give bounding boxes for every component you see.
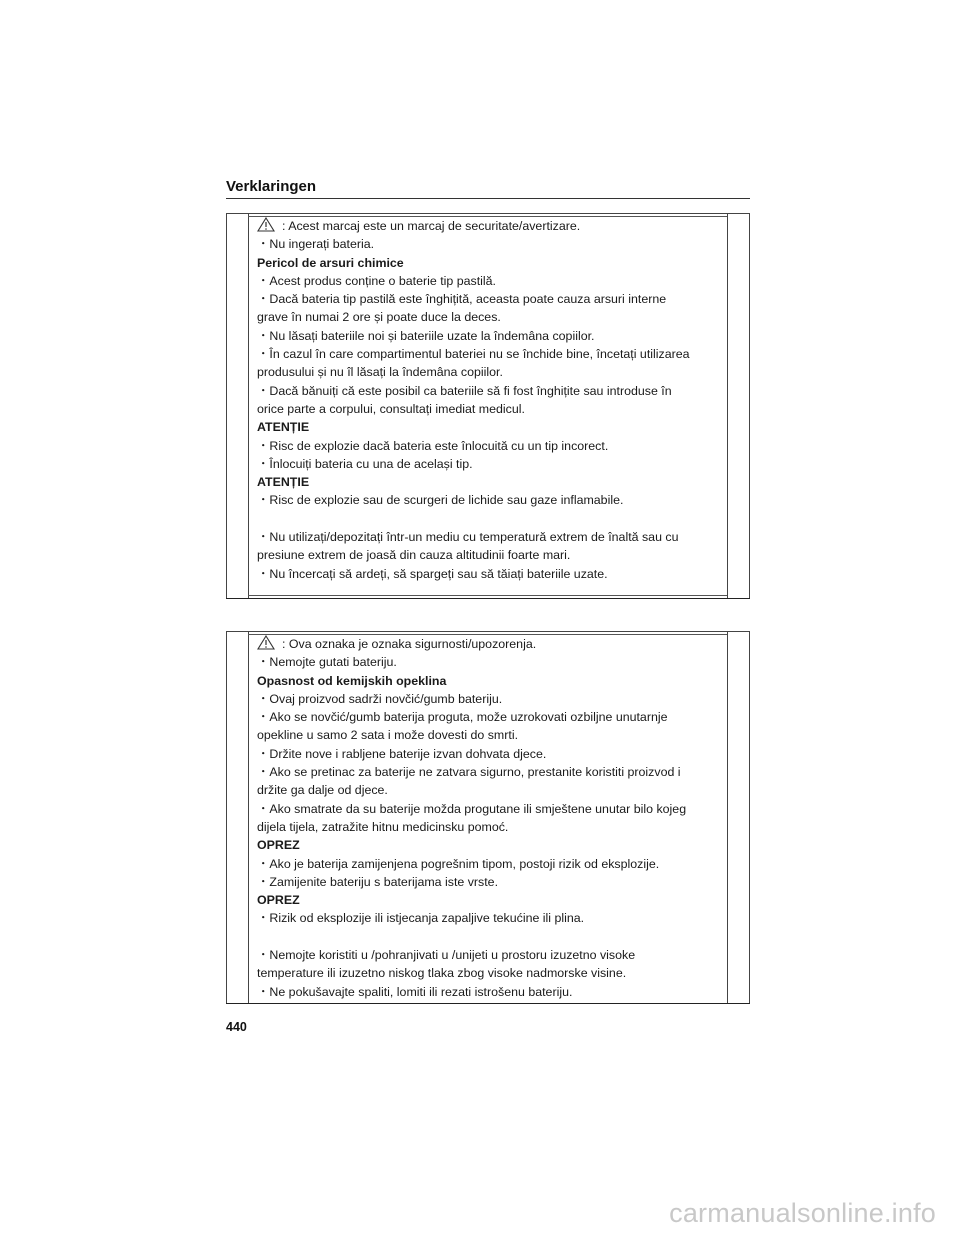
warning-text-line: presiune extrem de joasă din cauza altitudinii foarte mari.: [257, 548, 571, 563]
warning-heading: OPREZ: [257, 893, 300, 908]
warning-lines-romanian: [257, 235, 724, 583]
warning-text-line: ・Nu încercați să ardeți, să spargeți sau să tăiați bateriile uzate.: [257, 566, 608, 581]
warning-text-line: ・Nu utilizați/depozitați într-un mediu cu temperatură extrem de înaltă sau cu: [257, 530, 679, 545]
page-number: 440: [226, 1020, 247, 1034]
warning-text-line: ・Ako smatrate da su baterije možda progutane ili smještene unutar bilo kojeg: [257, 801, 687, 816]
warning-intro-text: : Acest marcaj este un marcaj de securitate/avertizare.: [282, 219, 581, 233]
warning-text-line: ・Acest produs conține o baterie tip pastilă.: [257, 273, 496, 288]
warning-intro-line: [257, 635, 724, 653]
warning-text-croatian: [257, 635, 724, 1001]
warning-text-line: ・Nu ingerați bateria.: [257, 237, 375, 252]
warning-text-line: ・Ako se novčić/gumb baterija proguta, može uzrokovati ozbiljne unutarnje: [257, 710, 668, 725]
title-rule: [226, 198, 750, 199]
warning-text-line: [257, 928, 724, 946]
warning-text-line: ・Nu lăsați bateriile noi și bateriile uzate la îndemâna copiilor.: [257, 328, 595, 343]
warning-box-romanian: [226, 213, 750, 599]
warning-heading: ATENȚIE: [257, 475, 310, 490]
warning-heading: ATENȚIE: [257, 420, 310, 435]
warning-heading: OPREZ: [257, 838, 300, 853]
warning-intro-line: [257, 217, 724, 235]
warning-text-line: ・Ovaj proizvod sadrži novčić/gumb bateriju.: [257, 691, 503, 706]
warning-text-line: držite ga dalje od djece.: [257, 783, 388, 798]
warning-heading: Pericol de arsuri chimice: [257, 255, 404, 270]
warning-text-line: dijela tijela, zatražite hitnu medicinsku pomoć.: [257, 819, 509, 834]
warning-text-line: ・Nemojte gutati bateriju.: [257, 655, 397, 670]
warning-triangle-icon: [257, 635, 275, 650]
warning-text-line: produsului și nu îl lăsați la îndemâna copiilor.: [257, 365, 503, 380]
warning-text-line: ・Ako je baterija zamijenjena pogrešnim tipom, postoji rizik od eksplozije.: [257, 856, 660, 871]
box-inner-rule-bottom: [248, 595, 728, 596]
section-title: Verklaringen: [226, 178, 317, 195]
warning-text-line: ・Risc de explozie dacă bateria este înlocuită cu un tip incorect.: [257, 438, 609, 453]
warning-text-line: temperature ili izuzetno niskog tlaka zbog visoke nadmorske visine.: [257, 966, 627, 981]
warning-text-line: ・Ne pokušavajte spaliti, lomiti ili rezati istrošenu bateriju.: [257, 984, 573, 999]
warning-text-line: opekline u samo 2 sata i može dovesti do smrti.: [257, 728, 519, 743]
warning-text-line: ・Dacă bănuiți că este posibil ca bateriile să fi fost înghițite sau introduse în: [257, 383, 672, 398]
warning-text-line: ・Risc de explozie sau de scurgeri de lichide sau gaze inflamabile.: [257, 493, 624, 508]
warning-text-romanian: [257, 217, 724, 583]
warning-text-line: ・Nemojte koristiti u /pohranjivati u /unijeti u prostoru izuzetno visoke: [257, 948, 636, 963]
warning-text-line: [257, 510, 724, 528]
warning-text-line: orice parte a corpului, consultați imediat medicul.: [257, 401, 525, 416]
warning-text-line: ・Dacă bateria tip pastilă este înghițită, aceasta poate cauza arsuri interne: [257, 292, 667, 307]
warning-text-line: grave în numai 2 ore și poate duce la deces.: [257, 310, 501, 325]
warning-text-line: ・Zamijenite bateriju s baterijama iste vrste.: [257, 874, 499, 889]
warning-text-line: ・În cazul în care compartimentul bateriei nu se închide bine, încetați utilizarea: [257, 347, 690, 362]
watermark: carmanualsonline.info: [669, 1198, 936, 1228]
warning-text-line: ・Înlocuiți bateria cu una de același tip.: [257, 456, 473, 471]
warning-triangle-icon: [257, 217, 275, 232]
warning-intro-text: : Ova oznaka je oznaka sigurnosti/upozorenja.: [282, 637, 537, 651]
warning-text-line: ・Rizik od eksplozije ili istjecanja zapaljive tekućine ili plina.: [257, 911, 585, 926]
warning-text-line: ・Držite nove i rabljene baterije izvan dohvata djece.: [257, 746, 547, 761]
warning-text-line: ・Ako se pretinac za baterije ne zatvara sigurno, prestanite koristiti proizvod i: [257, 765, 681, 780]
warning-box-croatian: [226, 631, 750, 1004]
warning-heading: Opasnost od kemijskih opeklina: [257, 673, 447, 688]
warning-lines-croatian: [257, 653, 724, 1001]
